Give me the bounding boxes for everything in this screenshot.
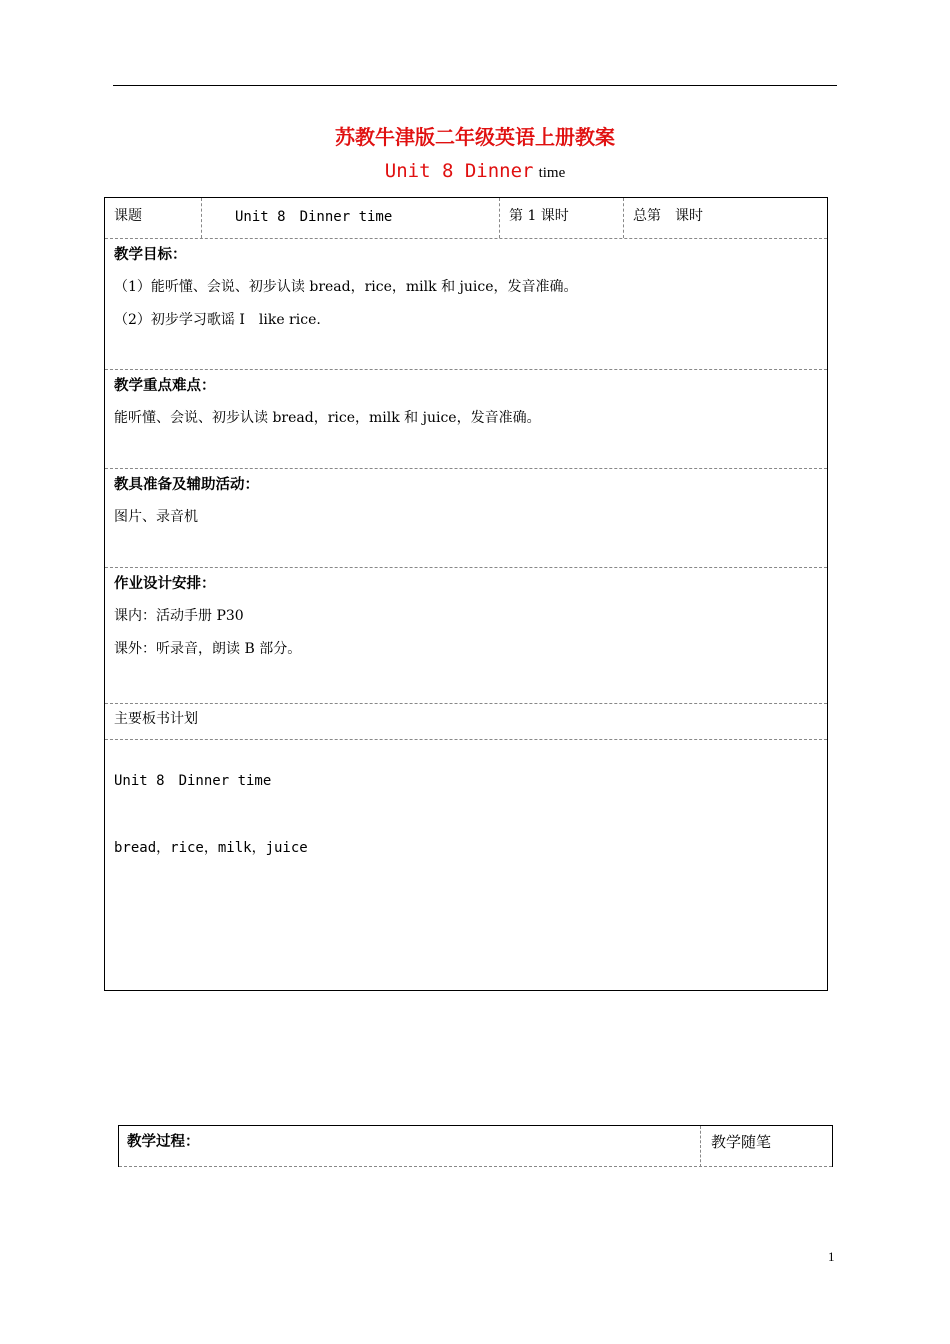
board-heading: 主要板书计划 bbox=[114, 711, 198, 727]
key-point-item: 能听懂、会说、初步认读 bread，rice，milk 和 juice，发音准确。 bbox=[114, 410, 541, 426]
notes-heading: 教学随笔 bbox=[711, 1133, 772, 1151]
homework-item: 课外：听录音，朗读 B 部分。 bbox=[114, 641, 302, 657]
row-divider bbox=[105, 739, 827, 740]
topic-label: 课题 bbox=[114, 208, 142, 224]
process-heading: 教学过程： bbox=[127, 1134, 200, 1150]
column-divider bbox=[201, 198, 202, 238]
process-table bbox=[118, 1125, 833, 1167]
row-divider bbox=[119, 1166, 832, 1167]
materials-item: 图片、录音机 bbox=[114, 509, 198, 525]
subtitle-unit: Unit 8 Dinner bbox=[384, 160, 534, 182]
topic-value: Unit 8 Dinner time bbox=[235, 209, 393, 225]
header-rule bbox=[113, 85, 837, 86]
homework-item: 课内：活动手册 P30 bbox=[114, 608, 244, 624]
column-divider bbox=[700, 1126, 701, 1167]
board-line: Unit 8 Dinner time bbox=[114, 773, 272, 789]
key-points-heading: 教学重点难点： bbox=[114, 378, 216, 394]
page-number: 1 bbox=[828, 1249, 835, 1264]
lesson-plan-table bbox=[104, 197, 828, 991]
homework-heading: 作业设计安排： bbox=[114, 576, 216, 592]
row-divider bbox=[105, 567, 827, 568]
row-divider bbox=[105, 468, 827, 469]
materials-heading: 教具准备及辅助活动： bbox=[114, 477, 259, 493]
objective-item: （2）初步学习歌谣 I like rice. bbox=[114, 312, 321, 328]
document-title: 苏教牛津版二年级英语上册教案 bbox=[335, 125, 615, 149]
document-subtitle bbox=[0, 160, 950, 182]
row-divider bbox=[105, 238, 827, 239]
column-divider bbox=[623, 198, 624, 238]
row-divider bbox=[105, 703, 827, 704]
row-divider bbox=[105, 369, 827, 370]
board-line: bread，rice，milk，juice bbox=[114, 840, 308, 856]
subtitle-tail: time bbox=[538, 165, 566, 181]
objective-item: （1）能听懂、会说、初步认读 bread，rice，milk 和 juice，发音准确。 bbox=[114, 279, 578, 295]
column-divider bbox=[499, 198, 500, 238]
objectives-heading: 教学目标： bbox=[114, 247, 187, 263]
lesson-number: 第 1 课时 bbox=[509, 208, 569, 224]
total-lessons: 总第 课时 bbox=[633, 208, 703, 224]
